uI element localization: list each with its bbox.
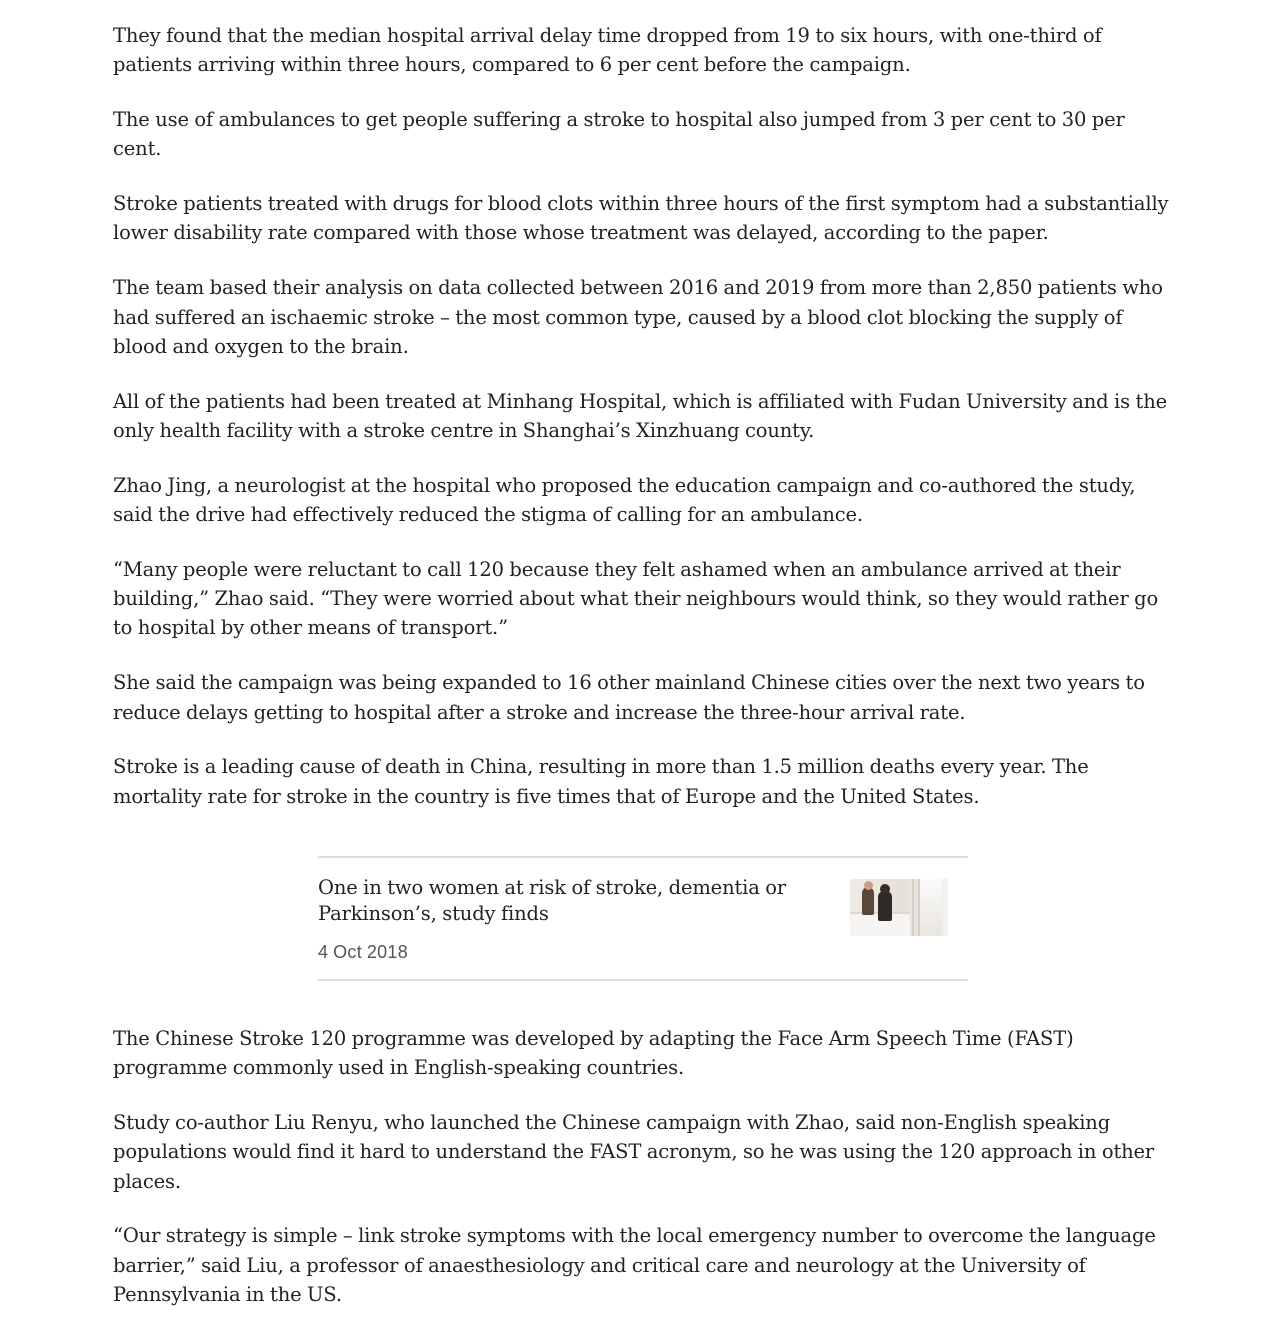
thumbnail-person-shape (878, 891, 892, 921)
related-article-title-link[interactable]: One in two women at risk of stroke, dementia or Parkinson’s, study finds (318, 875, 787, 925)
article-paragraph: “Our strategy is simple – link stroke symptoms with the local emergency number to overcome the language barrier,” said Liu, a professor of anaesthesiology and critical care and neurology at the University of Pennsylvania in the US. (113, 1224, 1156, 1307)
article-paragraph: All of the patients had been treated at Minhang Hospital, which is affiliated with Fudan University and is the only health facility with a stroke centre in Shanghai’s Xinzhuang county. (113, 389, 1168, 442)
related-article-card[interactable] (318, 856, 968, 981)
related-article-text (318, 875, 808, 963)
article-paragraph: “Many people were reluctant to call 120 because they felt ashamed when an ambulance arrived at their building,” Zhao said. “They were worried about what their neighbours would think, so they would rather go to hospital by other means of transport.” (113, 557, 1159, 640)
thumbnail-window-shape (918, 879, 942, 936)
article-paragraph: The Chinese Stroke 120 programme was developed by adapting the Face Arm Speech Time (FAST) programme commonly used in English-speaking countries. (113, 1026, 1074, 1080)
thumbnail-frame-shape (912, 879, 914, 936)
article-body (113, 21, 1173, 1335)
article-paragraph: The team based their analysis on data collected between 2016 and 2019 from more than 2,850 patients who had suffered an ischaemic stroke – the most common type, caused by a blood clot blocking the supply of blood and oxygen to the brain. (113, 276, 1163, 358)
related-article-date: 4 Oct 2018 (318, 941, 409, 962)
article-paragraph: They found that the median hospital arrival delay time dropped from 19 to six hours, with one-third of patients arriving within three hours, compared to 6 per cent before the campaign. (113, 24, 1102, 77)
article-paragraph: The use of ambulances to get people suffering a stroke to hospital also jumped from 3 per cent to 30 per cent. (113, 108, 1125, 161)
thumbnail-person-head-shape (880, 884, 890, 894)
article-paragraph: Study co-author Liu Renyu, who launched the Chinese campaign with Zhao, said non-English speaking populations would find it hard to understand the FAST acronym, so he was using the 120 approach in other places. (113, 1111, 1155, 1193)
article-paragraph: She said the campaign was being expanded to 16 other mainland Chinese cities over the next two years to reduce delays getting to hospital after a stroke and increase the three-hour arrival rate. (113, 671, 1145, 724)
related-article-thumbnail[interactable] (850, 879, 948, 936)
thumbnail-person-head-shape (864, 881, 873, 890)
article-paragraph: Stroke patients treated with drugs for blood clots within three hours of the first symptom had a substantially lower disability rate compared with those whose treatment was delayed, according to the paper. (113, 192, 1169, 245)
thumbnail-person-shape (862, 887, 874, 915)
article-paragraph: Stroke is a leading cause of death in China, resulting in more than 1.5 million deaths every year. The mortality rate for stroke in the country is five times that of Europe and the United States. (113, 755, 1089, 808)
article-paragraph: Zhao Jing, a neurologist at the hospital who proposed the education campaign and co-authored the study, said the drive had effectively reduced the stigma of calling for an ambulance. (113, 473, 1136, 527)
